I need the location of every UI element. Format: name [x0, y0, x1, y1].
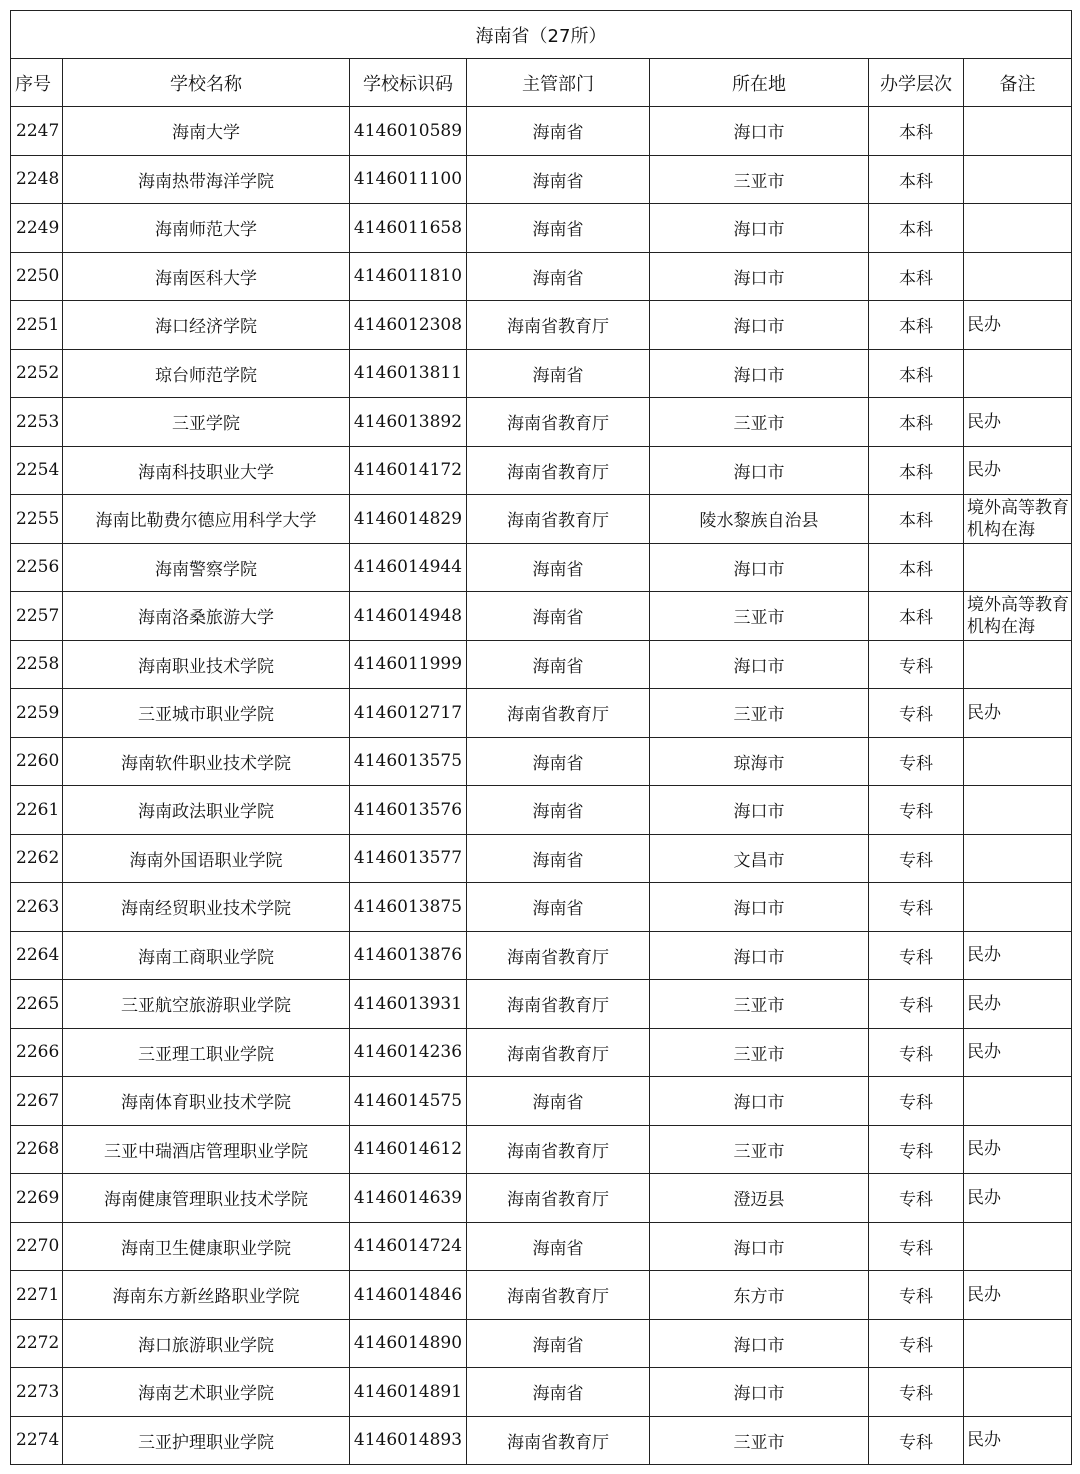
school-code-cell: 4146014236	[350, 1028, 467, 1077]
table-row	[11, 1222, 1072, 1271]
level-cell: 专科	[869, 1028, 964, 1077]
authority-cell: 海南省	[467, 155, 650, 204]
location-cell: 海口市	[650, 1222, 869, 1271]
school-name-cell: 海南热带海洋学院	[63, 155, 350, 204]
location-cell: 海口市	[650, 301, 869, 350]
location-cell: 文昌市	[650, 834, 869, 883]
school-name-cell: 海口经济学院	[63, 301, 350, 350]
remark-cell	[964, 252, 1072, 301]
remark-cell: 民办	[964, 1174, 1072, 1223]
location-cell: 海口市	[650, 640, 869, 689]
level-cell: 专科	[869, 737, 964, 786]
remark-cell: 民办	[964, 980, 1072, 1029]
table-body	[11, 107, 1072, 1465]
school-code-cell: 4146014612	[350, 1125, 467, 1174]
remark-cell	[964, 204, 1072, 253]
authority-cell: 海南省教育厅	[467, 1125, 650, 1174]
authority-cell: 海南省	[467, 107, 650, 156]
school-code-cell: 4146013575	[350, 737, 467, 786]
remark-cell	[964, 883, 1072, 932]
table-row	[11, 737, 1072, 786]
remark-cell	[964, 1368, 1072, 1417]
row-number-cell: 2253	[11, 398, 63, 447]
header-row	[11, 59, 1072, 107]
level-cell: 专科	[869, 786, 964, 835]
row-number-cell: 2247	[11, 107, 63, 156]
table-row	[11, 301, 1072, 350]
header-cell: 办学层次	[869, 59, 964, 107]
row-number-cell: 2260	[11, 737, 63, 786]
school-name-cell: 海南经贸职业技术学院	[63, 883, 350, 932]
school-name-cell: 海南外国语职业学院	[63, 834, 350, 883]
authority-cell: 海南省	[467, 834, 650, 883]
row-number-cell: 2250	[11, 252, 63, 301]
row-number-cell: 2257	[11, 592, 63, 641]
school-code-cell: 4146013875	[350, 883, 467, 932]
remark-cell: 民办	[964, 398, 1072, 447]
location-cell: 陵水黎族自治县	[650, 495, 869, 544]
table-row	[11, 204, 1072, 253]
location-cell: 三亚市	[650, 689, 869, 738]
level-cell: 专科	[869, 1222, 964, 1271]
authority-cell: 海南省教育厅	[467, 1028, 650, 1077]
table-row	[11, 107, 1072, 156]
school-code-cell: 4146014724	[350, 1222, 467, 1271]
location-cell: 三亚市	[650, 1416, 869, 1465]
school-code-cell: 4146014891	[350, 1368, 467, 1417]
row-number-cell: 2264	[11, 931, 63, 980]
school-name-cell: 三亚航空旅游职业学院	[63, 980, 350, 1029]
level-cell: 本科	[869, 107, 964, 156]
remark-cell: 民办	[964, 1125, 1072, 1174]
remark-cell	[964, 640, 1072, 689]
table-row	[11, 1319, 1072, 1368]
row-number-cell: 2274	[11, 1416, 63, 1465]
location-cell: 海口市	[650, 543, 869, 592]
row-number-cell: 2255	[11, 495, 63, 544]
table-row	[11, 252, 1072, 301]
table-row	[11, 398, 1072, 447]
school-code-cell: 4146014944	[350, 543, 467, 592]
authority-cell: 海南省	[467, 543, 650, 592]
row-number-cell: 2273	[11, 1368, 63, 1417]
remark-cell: 民办	[964, 1271, 1072, 1320]
school-code-cell: 4146012308	[350, 301, 467, 350]
row-number-cell: 2252	[11, 349, 63, 398]
remark-cell: 民办	[964, 931, 1072, 980]
table-row	[11, 155, 1072, 204]
authority-cell: 海南省	[467, 1077, 650, 1126]
school-code-cell: 4146014829	[350, 495, 467, 544]
school-code-cell: 4146011100	[350, 155, 467, 204]
location-cell: 海口市	[650, 446, 869, 495]
header-cell: 序号	[11, 59, 63, 107]
school-name-cell: 海南警察学院	[63, 543, 350, 592]
authority-cell: 海南省教育厅	[467, 689, 650, 738]
authority-cell: 海南省教育厅	[467, 446, 650, 495]
authority-cell: 海南省	[467, 883, 650, 932]
header-cell: 学校名称	[63, 59, 350, 107]
location-cell: 三亚市	[650, 1125, 869, 1174]
remark-cell	[964, 834, 1072, 883]
remark-cell: 境外高等教育机构在海	[964, 592, 1072, 641]
table-row	[11, 1368, 1072, 1417]
authority-cell: 海南省教育厅	[467, 1174, 650, 1223]
location-cell: 海口市	[650, 1319, 869, 1368]
level-cell: 专科	[869, 980, 964, 1029]
school-name-cell: 海南工商职业学院	[63, 931, 350, 980]
authority-cell: 海南省	[467, 204, 650, 253]
remark-cell	[964, 107, 1072, 156]
authority-cell: 海南省	[467, 640, 650, 689]
remark-cell: 民办	[964, 1028, 1072, 1077]
level-cell: 专科	[869, 883, 964, 932]
level-cell: 本科	[869, 204, 964, 253]
school-code-cell: 4146014893	[350, 1416, 467, 1465]
level-cell: 专科	[869, 689, 964, 738]
location-cell: 琼海市	[650, 737, 869, 786]
row-number-cell: 2254	[11, 446, 63, 495]
table-row	[11, 1174, 1072, 1223]
row-number-cell: 2262	[11, 834, 63, 883]
table-row	[11, 786, 1072, 835]
school-name-cell: 三亚城市职业学院	[63, 689, 350, 738]
school-name-cell: 海南东方新丝路职业学院	[63, 1271, 350, 1320]
level-cell: 本科	[869, 398, 964, 447]
remark-cell	[964, 543, 1072, 592]
level-cell: 专科	[869, 1416, 964, 1465]
school-code-cell: 4146011658	[350, 204, 467, 253]
table-row	[11, 446, 1072, 495]
remark-cell	[964, 349, 1072, 398]
school-code-cell: 4146013931	[350, 980, 467, 1029]
location-cell: 海口市	[650, 252, 869, 301]
level-cell: 专科	[869, 1368, 964, 1417]
header-cell: 学校标识码	[350, 59, 467, 107]
level-cell: 本科	[869, 543, 964, 592]
level-cell: 专科	[869, 1271, 964, 1320]
school-code-cell: 4146013811	[350, 349, 467, 398]
school-code-cell: 4146013577	[350, 834, 467, 883]
row-number-cell: 2268	[11, 1125, 63, 1174]
location-cell: 海口市	[650, 349, 869, 398]
row-number-cell: 2265	[11, 980, 63, 1029]
row-number-cell: 2261	[11, 786, 63, 835]
school-code-cell: 4146014575	[350, 1077, 467, 1126]
authority-cell: 海南省教育厅	[467, 301, 650, 350]
school-name-cell: 海南健康管理职业技术学院	[63, 1174, 350, 1223]
authority-cell: 海南省教育厅	[467, 1271, 650, 1320]
table-row	[11, 1271, 1072, 1320]
school-name-cell: 三亚护理职业学院	[63, 1416, 350, 1465]
authority-cell: 海南省	[467, 737, 650, 786]
location-cell: 东方市	[650, 1271, 869, 1320]
header-cell: 备注	[964, 59, 1072, 107]
school-name-cell: 海南艺术职业学院	[63, 1368, 350, 1417]
level-cell: 专科	[869, 1319, 964, 1368]
remark-cell	[964, 1077, 1072, 1126]
row-number-cell: 2272	[11, 1319, 63, 1368]
level-cell: 本科	[869, 446, 964, 495]
row-number-cell: 2266	[11, 1028, 63, 1077]
remark-cell: 境外高等教育机构在海	[964, 495, 1072, 544]
table-title: 海南省（27所）	[11, 11, 1072, 59]
location-cell: 三亚市	[650, 592, 869, 641]
school-name-cell: 三亚中瑞酒店管理职业学院	[63, 1125, 350, 1174]
authority-cell: 海南省教育厅	[467, 931, 650, 980]
remark-cell: 民办	[964, 1416, 1072, 1465]
table-row	[11, 543, 1072, 592]
authority-cell: 海南省	[467, 349, 650, 398]
school-name-cell: 海南比勒费尔德应用科学大学	[63, 495, 350, 544]
school-name-cell: 海南师范大学	[63, 204, 350, 253]
school-code-cell: 4146014846	[350, 1271, 467, 1320]
location-cell: 三亚市	[650, 1028, 869, 1077]
level-cell: 本科	[869, 349, 964, 398]
row-number-cell: 2248	[11, 155, 63, 204]
location-cell: 澄迈县	[650, 1174, 869, 1223]
school-name-cell: 海口旅游职业学院	[63, 1319, 350, 1368]
remark-cell: 民办	[964, 446, 1072, 495]
remark-cell: 民办	[964, 301, 1072, 350]
authority-cell: 海南省	[467, 1368, 650, 1417]
level-cell: 专科	[869, 640, 964, 689]
authority-cell: 海南省	[467, 252, 650, 301]
level-cell: 专科	[869, 931, 964, 980]
location-cell: 三亚市	[650, 398, 869, 447]
location-cell: 海口市	[650, 786, 869, 835]
level-cell: 本科	[869, 495, 964, 544]
table-row	[11, 1125, 1072, 1174]
authority-cell: 海南省	[467, 786, 650, 835]
authority-cell: 海南省教育厅	[467, 495, 650, 544]
school-code-cell: 4146010589	[350, 107, 467, 156]
level-cell: 本科	[869, 592, 964, 641]
table-row	[11, 349, 1072, 398]
school-name-cell: 海南政法职业学院	[63, 786, 350, 835]
school-name-cell: 三亚学院	[63, 398, 350, 447]
row-number-cell: 2251	[11, 301, 63, 350]
school-name-cell: 海南大学	[63, 107, 350, 156]
row-number-cell: 2270	[11, 1222, 63, 1271]
table-row	[11, 1416, 1072, 1465]
row-number-cell: 2271	[11, 1271, 63, 1320]
remark-cell: 民办	[964, 689, 1072, 738]
authority-cell: 海南省教育厅	[467, 1416, 650, 1465]
level-cell: 本科	[869, 155, 964, 204]
school-name-cell: 琼台师范学院	[63, 349, 350, 398]
table-row	[11, 834, 1072, 883]
table-row	[11, 980, 1072, 1029]
school-name-cell: 海南卫生健康职业学院	[63, 1222, 350, 1271]
row-number-cell: 2258	[11, 640, 63, 689]
school-name-cell: 海南软件职业技术学院	[63, 737, 350, 786]
remark-cell	[964, 155, 1072, 204]
location-cell: 海口市	[650, 204, 869, 253]
school-name-cell: 海南医科大学	[63, 252, 350, 301]
authority-cell: 海南省	[467, 592, 650, 641]
location-cell: 海口市	[650, 883, 869, 932]
header-cell: 所在地	[650, 59, 869, 107]
row-number-cell: 2267	[11, 1077, 63, 1126]
level-cell: 专科	[869, 1125, 964, 1174]
location-cell: 海口市	[650, 1077, 869, 1126]
remark-cell	[964, 1222, 1072, 1271]
universities-table	[10, 10, 1072, 1465]
row-number-cell: 2249	[11, 204, 63, 253]
school-code-cell: 4146014890	[350, 1319, 467, 1368]
level-cell: 本科	[869, 301, 964, 350]
school-code-cell: 4146014639	[350, 1174, 467, 1223]
table-row	[11, 1028, 1072, 1077]
school-code-cell: 4146013576	[350, 786, 467, 835]
location-cell: 三亚市	[650, 980, 869, 1029]
school-code-cell: 4146014948	[350, 592, 467, 641]
table-row	[11, 592, 1072, 641]
table-row	[11, 883, 1072, 932]
school-name-cell: 三亚理工职业学院	[63, 1028, 350, 1077]
level-cell: 专科	[869, 834, 964, 883]
authority-cell: 海南省	[467, 1222, 650, 1271]
school-code-cell: 4146013876	[350, 931, 467, 980]
school-name-cell: 海南职业技术学院	[63, 640, 350, 689]
authority-cell: 海南省	[467, 1319, 650, 1368]
school-name-cell: 海南体育职业技术学院	[63, 1077, 350, 1126]
row-number-cell: 2269	[11, 1174, 63, 1223]
school-code-cell: 4146014172	[350, 446, 467, 495]
table-row	[11, 1077, 1072, 1126]
table-row	[11, 931, 1072, 980]
remark-cell	[964, 737, 1072, 786]
level-cell: 本科	[869, 252, 964, 301]
table-row	[11, 495, 1072, 544]
location-cell: 三亚市	[650, 155, 869, 204]
school-code-cell: 4146011999	[350, 640, 467, 689]
school-code-cell: 4146012717	[350, 689, 467, 738]
location-cell: 海口市	[650, 931, 869, 980]
row-number-cell: 2263	[11, 883, 63, 932]
remark-cell	[964, 786, 1072, 835]
location-cell: 海口市	[650, 107, 869, 156]
school-code-cell: 4146011810	[350, 252, 467, 301]
remark-cell	[964, 1319, 1072, 1368]
table-row	[11, 689, 1072, 738]
school-name-cell: 海南洛桑旅游大学	[63, 592, 350, 641]
row-number-cell: 2256	[11, 543, 63, 592]
location-cell: 海口市	[650, 1368, 869, 1417]
authority-cell: 海南省教育厅	[467, 980, 650, 1029]
school-name-cell: 海南科技职业大学	[63, 446, 350, 495]
school-code-cell: 4146013892	[350, 398, 467, 447]
level-cell: 专科	[869, 1077, 964, 1126]
authority-cell: 海南省教育厅	[467, 398, 650, 447]
header-cell: 主管部门	[467, 59, 650, 107]
row-number-cell: 2259	[11, 689, 63, 738]
level-cell: 专科	[869, 1174, 964, 1223]
table-row	[11, 640, 1072, 689]
